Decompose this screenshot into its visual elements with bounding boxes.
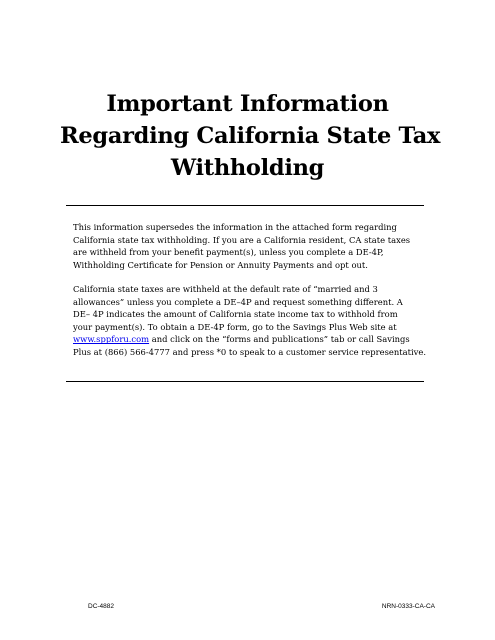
title-line-2: Regarding California State Tax [60, 123, 441, 149]
paragraph-2-line: Plus at (866) 566-4777 and press *0 to speak to a customer service representative. [73, 346, 426, 357]
savings-plus-website-link[interactable]: www.sppforu.com [73, 334, 150, 345]
paragraph-1-line: Withholding Certificate for Pension or Annuity Payments and opt out. [73, 259, 368, 270]
paragraph-2-line [73, 333, 433, 346]
title-line-3: Withholding [170, 155, 325, 181]
paragraph-1-line: are withheld from your benefit payment(s), unless you complete a DE-4P, [73, 247, 384, 258]
paragraph-opt-out [73, 221, 433, 271]
bottom-divider [66, 381, 424, 382]
paragraph-1-line: California state tax withholding. If you are a California resident, CA state taxes [73, 234, 411, 245]
footer-left-code: DC-4882 [88, 603, 115, 610]
paragraph-2-line: DE– 4P indicates the amount of California state income tax to withhold from [73, 309, 398, 320]
paragraph-2-text: and click on the “forms and publications” tab or call Savings [149, 334, 410, 345]
footer-right-code: NRN-0333-CA-CA [381, 603, 435, 610]
paragraph-default-rate [73, 283, 433, 359]
paragraph-1-line: This information supersedes the information in the attached form regarding [73, 222, 397, 232]
paragraph-2-line: allowances” unless you complete a DE–4P and request something different. A [73, 296, 403, 307]
title-line-1: Important Information [106, 91, 389, 117]
paragraph-2-line: your payment(s). To obtain a DE-4P form, go to the Savings Plus Web site at [73, 321, 397, 332]
page-title [60, 88, 441, 184]
top-divider [66, 205, 424, 206]
paragraph-2-line: California state taxes are withheld at the default rate of “married and 3 [73, 284, 378, 294]
